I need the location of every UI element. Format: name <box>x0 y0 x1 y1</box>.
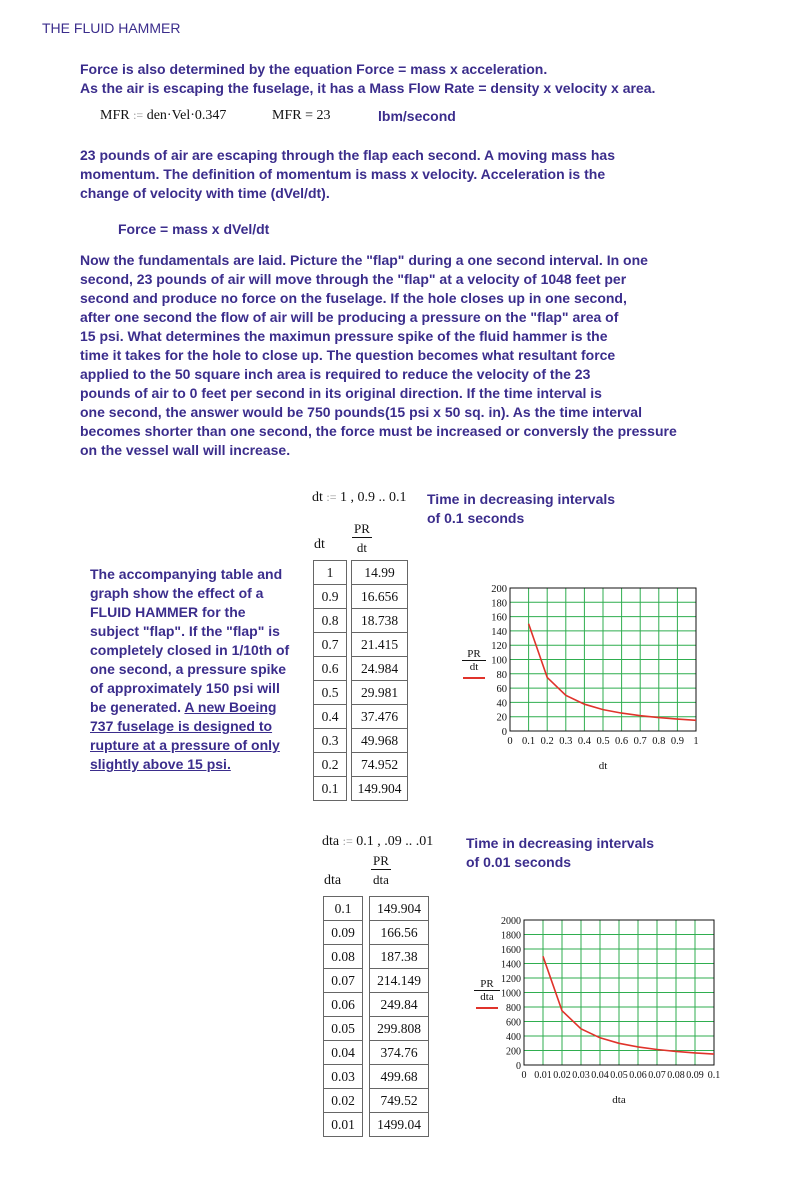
table-row: 1 <box>314 561 347 585</box>
mfr-def-rhs: den·Vel·0.347 <box>146 108 227 123</box>
table-row: 0.03 <box>324 1065 363 1089</box>
y-tick-label: 1200 <box>501 974 521 985</box>
x-tick-label: 0 <box>507 736 513 747</box>
table-row: 0.06 <box>324 993 363 1017</box>
pr-dt-column-header: $\frac{PR}{dt}$ <box>354 521 370 555</box>
momentum-paragraph: 23 pounds of air are escaping through the flap each second. A moving mass has momentum. The definition of momentum is mass x velocity. Acceleration is the change of velocity with time (dVel/dt). <box>80 147 615 201</box>
mfr-unit: lbm/second <box>378 108 456 124</box>
mfr-def-op: := <box>133 108 144 122</box>
x-tick-label: 0.5 <box>596 736 610 747</box>
table-row: 0.09 <box>324 921 363 945</box>
intro-line-2: As the air is escaping the fuselage, it has a Mass Flow Rate = density x velocity x area. <box>80 80 656 96</box>
side-note-text: The accompanying table and graph show the effect of a FLUID HAMMER for the subject "flap". If the "flap" is completely closed in 1/10th of one second, a pressure spike of approximately 150 psi will be generated. <box>90 566 290 715</box>
x-tick-label: 0 <box>521 1070 527 1081</box>
table-row: 37.476 <box>352 705 408 729</box>
table-row: 0.7 <box>314 633 347 657</box>
dt-table <box>313 560 347 801</box>
table-row: 0.6 <box>314 657 347 681</box>
x-tick-label: 0.02 <box>553 1070 571 1081</box>
x-tick-label: 0.09 <box>686 1070 704 1081</box>
y-tick-label: 40 <box>496 698 507 710</box>
table-row: 0.04 <box>324 1041 363 1065</box>
dt-range-definition: dt := 1 , 0.9 .. 0.1 <box>312 490 407 505</box>
x-tick-label: 0.1 <box>522 736 536 747</box>
y-tick-label: 140 <box>491 626 507 638</box>
intro-line-1: Force is also determined by the equation Force = mass x acceleration. <box>80 61 548 77</box>
dta-column-header: dta <box>324 873 342 888</box>
series-line <box>529 624 696 721</box>
x-axis-label: dt <box>598 760 608 772</box>
x-tick-label: 0.2 <box>540 736 554 747</box>
table-row: 0.1 <box>324 897 363 921</box>
y-tick-label: 600 <box>506 1017 521 1029</box>
table-row: 149.904 <box>370 897 429 921</box>
dta-table <box>323 896 363 1137</box>
y-tick-label: 400 <box>506 1032 521 1043</box>
y-tick-label: 60 <box>496 684 507 696</box>
y-tick-label: 180 <box>491 598 507 610</box>
y-tick-label: 1600 <box>501 945 521 956</box>
table-row: 299.808 <box>370 1017 429 1041</box>
table-row: 0.4 <box>314 705 347 729</box>
table-row: 49.968 <box>352 729 408 753</box>
y-tick-label: 100 <box>491 655 507 667</box>
x-tick-label: 0.06 <box>629 1070 647 1081</box>
table-row: 249.84 <box>370 993 429 1017</box>
y-tick-label: 2000 <box>501 916 521 927</box>
table-row: 0.07 <box>324 969 363 993</box>
y-tick-label: 160 <box>491 612 507 624</box>
y-tick-label: 1800 <box>501 930 521 942</box>
table-row: 499.68 <box>370 1065 429 1089</box>
table-row: 21.415 <box>352 633 408 657</box>
section1-heading: Time in decreasing intervals of 0.1 seconds <box>427 491 616 526</box>
mfr-def-lhs: MFR <box>100 108 130 123</box>
pr-dta-table <box>369 896 429 1137</box>
table-row: 29.981 <box>352 681 408 705</box>
table-row: 1499.04 <box>370 1113 429 1137</box>
x-tick-label: 0.3 <box>559 736 573 747</box>
table-row: 0.08 <box>324 945 363 969</box>
x-tick-label: 0.08 <box>667 1070 685 1081</box>
table-row: 749.52 <box>370 1089 429 1113</box>
x-tick-label: 0.6 <box>615 736 629 747</box>
y-tick-label: 200 <box>506 1046 521 1058</box>
pr-dta-column-header: PR dta <box>373 853 389 887</box>
y-tick-label: 0 <box>516 1061 521 1072</box>
table-row: 214.149 <box>370 969 429 993</box>
y-tick-label: 120 <box>491 641 507 653</box>
y-tick-label: 1000 <box>501 988 521 1000</box>
table-row: 0.9 <box>314 585 347 609</box>
chart-dt <box>480 580 710 775</box>
dta-range-definition: dta := 0.1 , .09 .. .01 <box>322 834 434 849</box>
force-equation: Force = mass x dVel/dt <box>118 221 270 237</box>
series-line <box>543 956 714 1054</box>
table-row: 74.952 <box>352 753 408 777</box>
table-row: 0.1 <box>314 777 347 801</box>
table-row: 0.02 <box>324 1089 363 1113</box>
x-tick-label: 0.7 <box>633 736 647 747</box>
side-note-underlined: A new Boeing 737 fuselage is designed to rupture at a pressure of only slightly above 15 psi. <box>90 699 280 772</box>
table-row: 0.2 <box>314 753 347 777</box>
table-row: 374.76 <box>370 1041 429 1065</box>
y-tick-label: 800 <box>506 1003 521 1014</box>
x-tick-label: 0.07 <box>648 1070 666 1081</box>
x-tick-label: 0.05 <box>610 1070 628 1081</box>
dt-column-header: dt <box>314 537 325 552</box>
table-row: 0.3 <box>314 729 347 753</box>
pr-dt-table <box>351 560 408 801</box>
table-row: 166.56 <box>370 921 429 945</box>
mfr-result: MFR = 23 <box>272 108 331 123</box>
x-tick-label: 0.04 <box>591 1070 609 1081</box>
x-tick-label: 1 <box>693 736 699 747</box>
x-tick-label: 0.1 <box>707 1070 721 1081</box>
x-tick-label: 0.01 <box>534 1070 552 1081</box>
y-tick-label: 200 <box>491 584 507 595</box>
x-tick-label: 0.4 <box>577 736 591 747</box>
side-note <box>90 565 290 774</box>
table-row: 187.38 <box>370 945 429 969</box>
chart-dta <box>486 912 726 1112</box>
y-tick-label: 0 <box>501 727 507 738</box>
chart1-ylabel: PR dt <box>462 648 486 679</box>
x-tick-label: 0.03 <box>572 1070 590 1081</box>
chart2-ylabel: PR dta <box>474 978 500 1009</box>
table-row: 0.05 <box>324 1017 363 1041</box>
table-row: 0.5 <box>314 681 347 705</box>
page-title: THE FLUID HAMMER <box>42 20 181 36</box>
x-tick-label: 0.9 <box>670 736 684 747</box>
y-tick-label: 20 <box>496 712 507 724</box>
y-tick-label: 1400 <box>501 959 521 971</box>
table-row: 0.8 <box>314 609 347 633</box>
main-paragraph: Now the fundamentals are laid. Picture the "flap" during a one second interval. In one second, 23 pounds of air will move through the "flap" at a velocity of 1048 feet per second and produce no force on the fuselage. If the hole closes up in one second, after one second the flow of air will be producing a pressure on the "flap" area of 15 psi. What determines the maximun pressure spike of the fluid hammer is the time it takes for the hole to close up. The question becomes what resultant force applied to the 50 square inch area is required to reduce the velocity of the 23 pounds of air to 0 feet per second in its original direction. If the time interval is one second, the answer would be 750 pounds(15 psi x 50 sq. in). As the time interval becomes shorter than one second, the force must be increased or conversly the pressure on the vessel wall will increase. <box>80 252 677 458</box>
table-row: 149.904 <box>352 777 408 801</box>
table-row: 16.656 <box>352 585 408 609</box>
table-row: 14.99 <box>352 561 408 585</box>
table-row: 0.01 <box>324 1113 363 1137</box>
x-tick-label: 0.8 <box>652 736 666 747</box>
table-row: 24.984 <box>352 657 408 681</box>
table-row: 18.738 <box>352 609 408 633</box>
x-axis-label: dta <box>612 1094 626 1106</box>
mfr-definition <box>100 108 226 124</box>
section2-heading: Time in decreasing intervals of 0.01 seconds <box>466 835 655 870</box>
y-tick-label: 80 <box>496 669 507 681</box>
